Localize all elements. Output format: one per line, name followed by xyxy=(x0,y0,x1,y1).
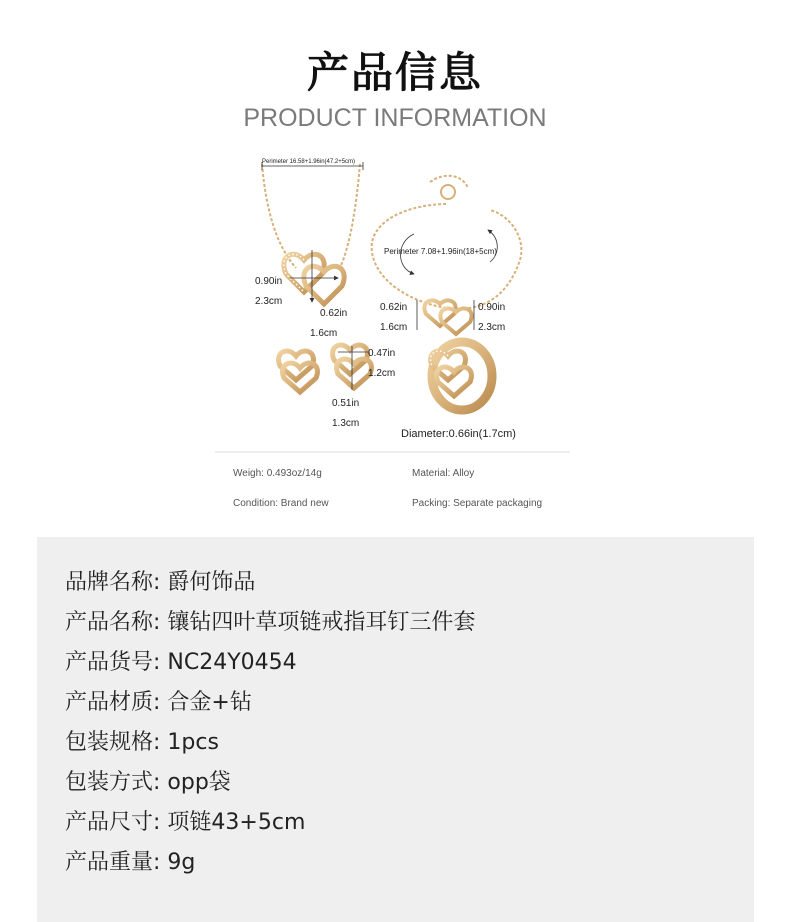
product-dimension-image xyxy=(200,150,590,530)
info-value: 1pcs xyxy=(167,730,219,755)
bracelet-perimeter-label: Perimeter 7.08+1.96in(18+5cm) xyxy=(384,247,497,256)
bracelet-left-in: 0.62in xyxy=(380,302,408,313)
info-label: 产品材质: xyxy=(65,690,161,715)
spec-packing: Packing: Separate packaging xyxy=(412,498,543,509)
product-figure xyxy=(200,150,590,530)
product-info-panel xyxy=(37,537,754,922)
necklace-height-in: 0.90in xyxy=(255,276,283,287)
info-row-name xyxy=(65,605,475,636)
info-row-package-spec xyxy=(65,725,219,756)
spec-material: Material: Alloy xyxy=(412,468,475,479)
ring-diameter-label: Diameter:0.66in(1.7cm) xyxy=(401,428,516,440)
info-row-sku xyxy=(65,645,297,676)
necklace-width-cm: 1.6cm xyxy=(310,328,338,339)
earring-width-cm: 1.2cm xyxy=(368,368,396,379)
info-value: 9g xyxy=(167,850,196,875)
info-label: 产品尺寸: xyxy=(65,810,161,835)
info-label: 包装规格: xyxy=(65,730,161,755)
bracelet-right-cm: 2.3cm xyxy=(478,322,506,333)
necklace-height-cm: 2.3cm xyxy=(255,296,283,307)
info-value: opp袋 xyxy=(167,770,231,795)
page-title: 产品信息 xyxy=(306,48,483,97)
info-label: 产品名称: xyxy=(65,610,161,635)
info-value: 合金+钻 xyxy=(167,690,252,715)
ring xyxy=(431,342,492,410)
info-value: 项链43+5cm xyxy=(167,810,306,835)
bracelet-right-in: 0.90in xyxy=(478,302,506,313)
earring-height-cm: 1.3cm xyxy=(332,418,360,429)
info-label: 产品货号: xyxy=(65,650,161,675)
earring-width-in: 0.47in xyxy=(368,348,396,359)
info-row-package-method xyxy=(65,765,231,796)
info-value: NC24Y0454 xyxy=(167,650,297,675)
spec-weight: Weigh: 0.493oz/14g xyxy=(233,468,322,479)
earring-height-in: 0.51in xyxy=(332,398,360,409)
necklace-width-in: 0.62in xyxy=(320,308,348,319)
info-row-material xyxy=(65,685,252,716)
info-row-brand xyxy=(65,565,255,596)
bracelet-chain xyxy=(372,176,522,309)
info-row-size xyxy=(65,805,305,836)
info-value: 爵何饰品 xyxy=(167,570,256,595)
page-subtitle: PRODUCT INFORMATION xyxy=(243,104,547,132)
info-value: 镶钻四叶草项链戒指耳钉三件套 xyxy=(167,610,476,635)
info-row-weight xyxy=(65,845,195,876)
necklace-pendant xyxy=(284,254,344,304)
spec-condition: Condition: Brand new xyxy=(233,498,329,509)
bracelet-left-cm: 1.6cm xyxy=(380,322,408,333)
info-label: 品牌名称: xyxy=(65,570,161,595)
info-label: 产品重量: xyxy=(65,850,161,875)
info-label: 包装方式: xyxy=(65,770,161,795)
necklace-perimeter-label: Perimeter 16.58+1.96in(47.2+5cm) xyxy=(262,159,356,165)
